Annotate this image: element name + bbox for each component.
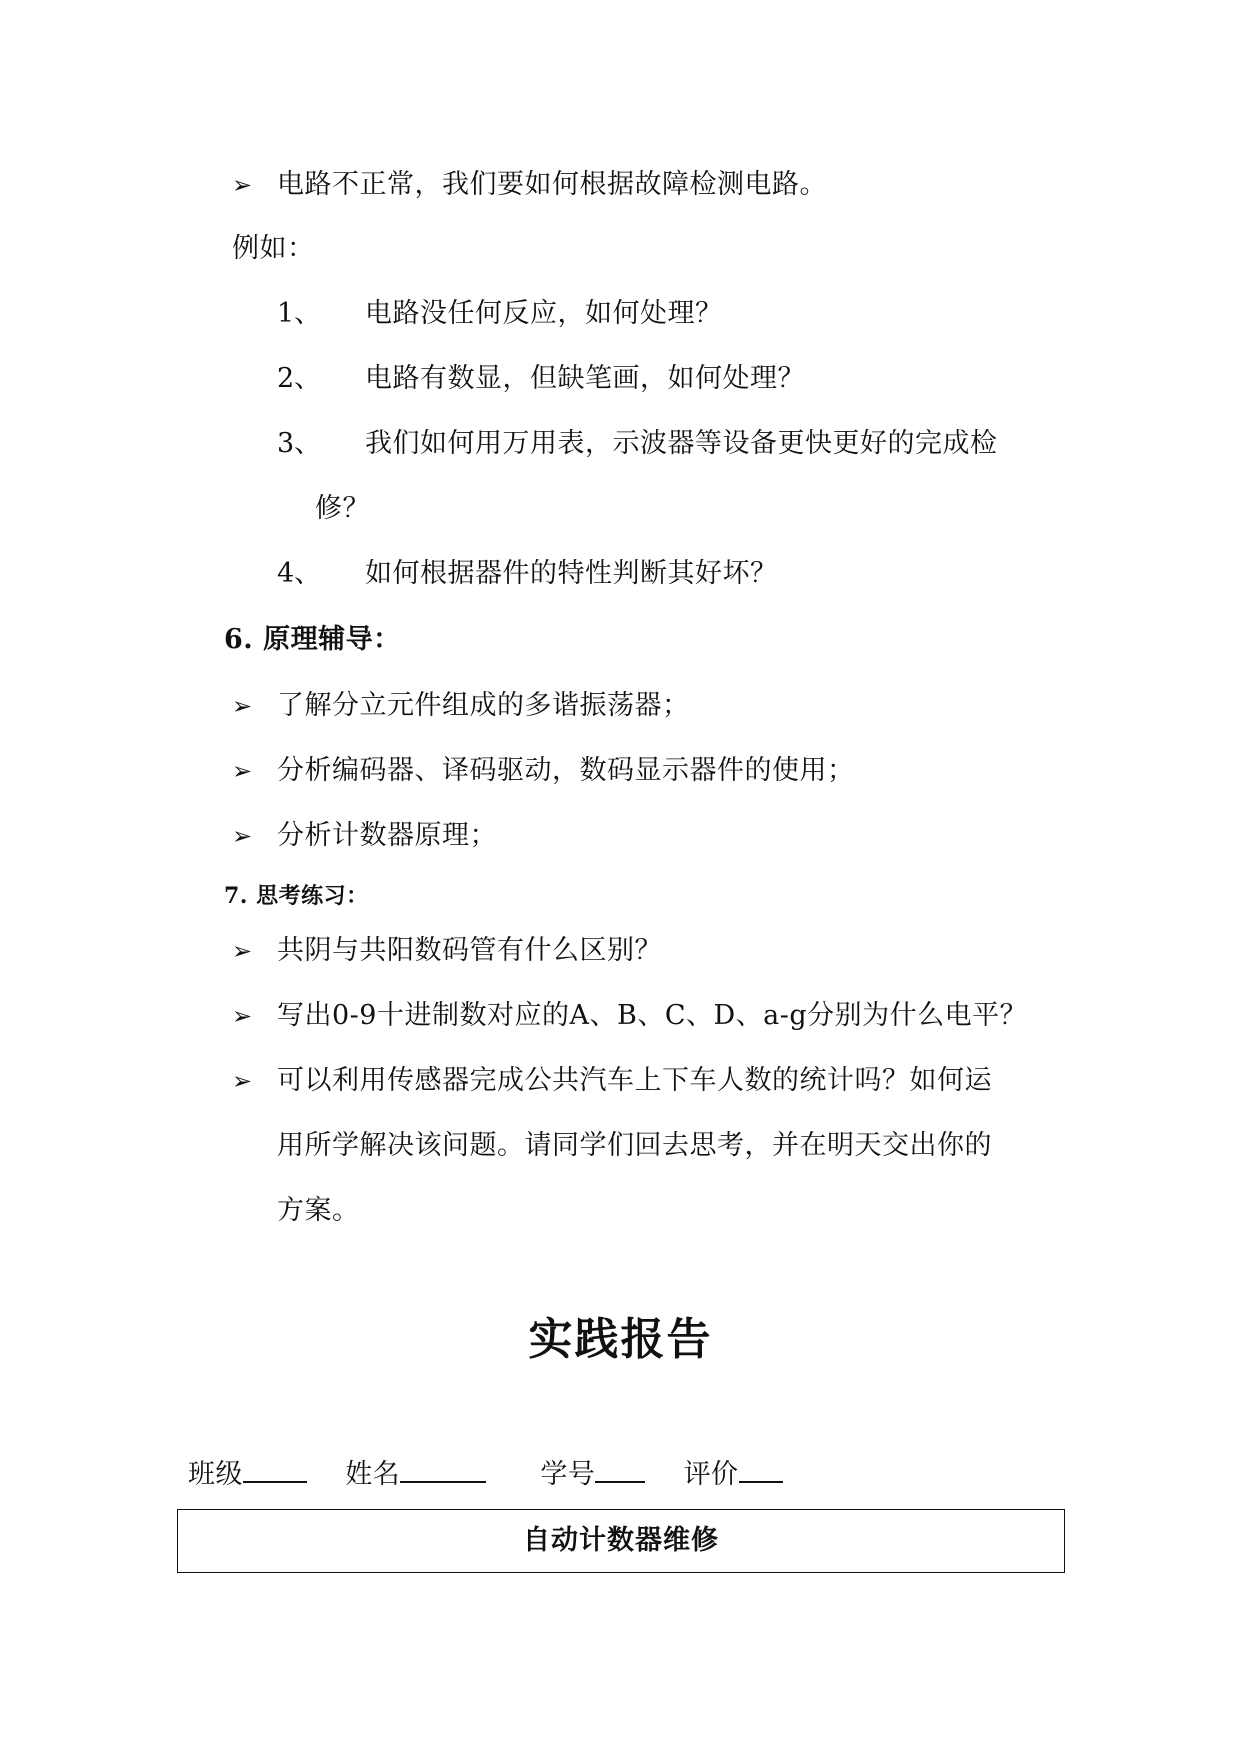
section-7-heading: 7. 思考练习： xyxy=(224,883,369,909)
item-text-continuation: 修？ xyxy=(315,493,370,524)
class-blank[interactable] xyxy=(243,1457,307,1483)
section-6-bullet: 分析编码器、译码驱动，数码显示器件的使用； xyxy=(277,755,855,786)
arrow-bullet-icon: ➢ xyxy=(232,692,253,720)
section-7-long-bullet-line: 用所学解决该问题。请同学们回去思考，并在明天交出你的 xyxy=(277,1130,992,1161)
class-label: 班级 xyxy=(188,1459,243,1490)
item-number: 2、 xyxy=(277,363,322,394)
info-fields-row xyxy=(188,1457,783,1493)
item-text: 电路有数显，但缺笔画，如何处理？ xyxy=(365,363,805,394)
item-number: 3、 xyxy=(277,428,322,459)
section-7-long-bullet-line: 可以利用传感器完成公共汽车上下车人数的统计吗？如何运 xyxy=(277,1065,992,1096)
arrow-bullet-icon: ➢ xyxy=(232,937,253,965)
arrow-bullet-icon: ➢ xyxy=(232,1002,253,1030)
example-label: 例如： xyxy=(232,233,315,264)
section-7-bullet: 写出0-9十进制数对应的A、B、C、D、a-g分别为什么电平？ xyxy=(277,1000,1028,1031)
section-6-bullet: 分析计数器原理； xyxy=(277,820,497,851)
item-text: 如何根据器件的特性判断其好坏？ xyxy=(365,558,778,589)
grade-blank[interactable] xyxy=(739,1457,783,1483)
arrow-bullet-icon: ➢ xyxy=(232,1067,253,1095)
student-id-blank[interactable] xyxy=(595,1457,645,1483)
name-label: 姓名 xyxy=(345,1459,401,1490)
grade-label: 评价 xyxy=(683,1459,739,1490)
item-number: 4、 xyxy=(277,558,322,589)
item-number: 1、 xyxy=(277,298,322,329)
arrow-bullet-icon: ➢ xyxy=(232,171,253,199)
arrow-bullet-icon: ➢ xyxy=(232,822,253,850)
item-text: 我们如何用万用表，示波器等设备更快更好的完成检 xyxy=(365,428,998,459)
table-heading: 自动计数器维修 xyxy=(523,1525,719,1556)
report-table xyxy=(177,1509,1065,1573)
item-text: 电路没任何反应，如何处理？ xyxy=(365,298,723,329)
report-title: 实践报告 xyxy=(528,1314,713,1365)
section-6-bullet: 了解分立元件组成的多谐振荡器； xyxy=(277,690,690,721)
section-6-heading: 6. 原理辅导： xyxy=(224,624,401,655)
student-id-label: 学号 xyxy=(540,1459,596,1490)
section-7-long-bullet-line: 方案。 xyxy=(277,1195,360,1226)
section-7-bullet: 共阴与共阳数码管有什么区别？ xyxy=(277,935,662,966)
name-blank[interactable] xyxy=(400,1457,486,1483)
arrow-bullet-icon: ➢ xyxy=(232,757,253,785)
fault-bullet-text: 电路不正常，我们要如何根据故障检测电路。 xyxy=(277,169,827,200)
